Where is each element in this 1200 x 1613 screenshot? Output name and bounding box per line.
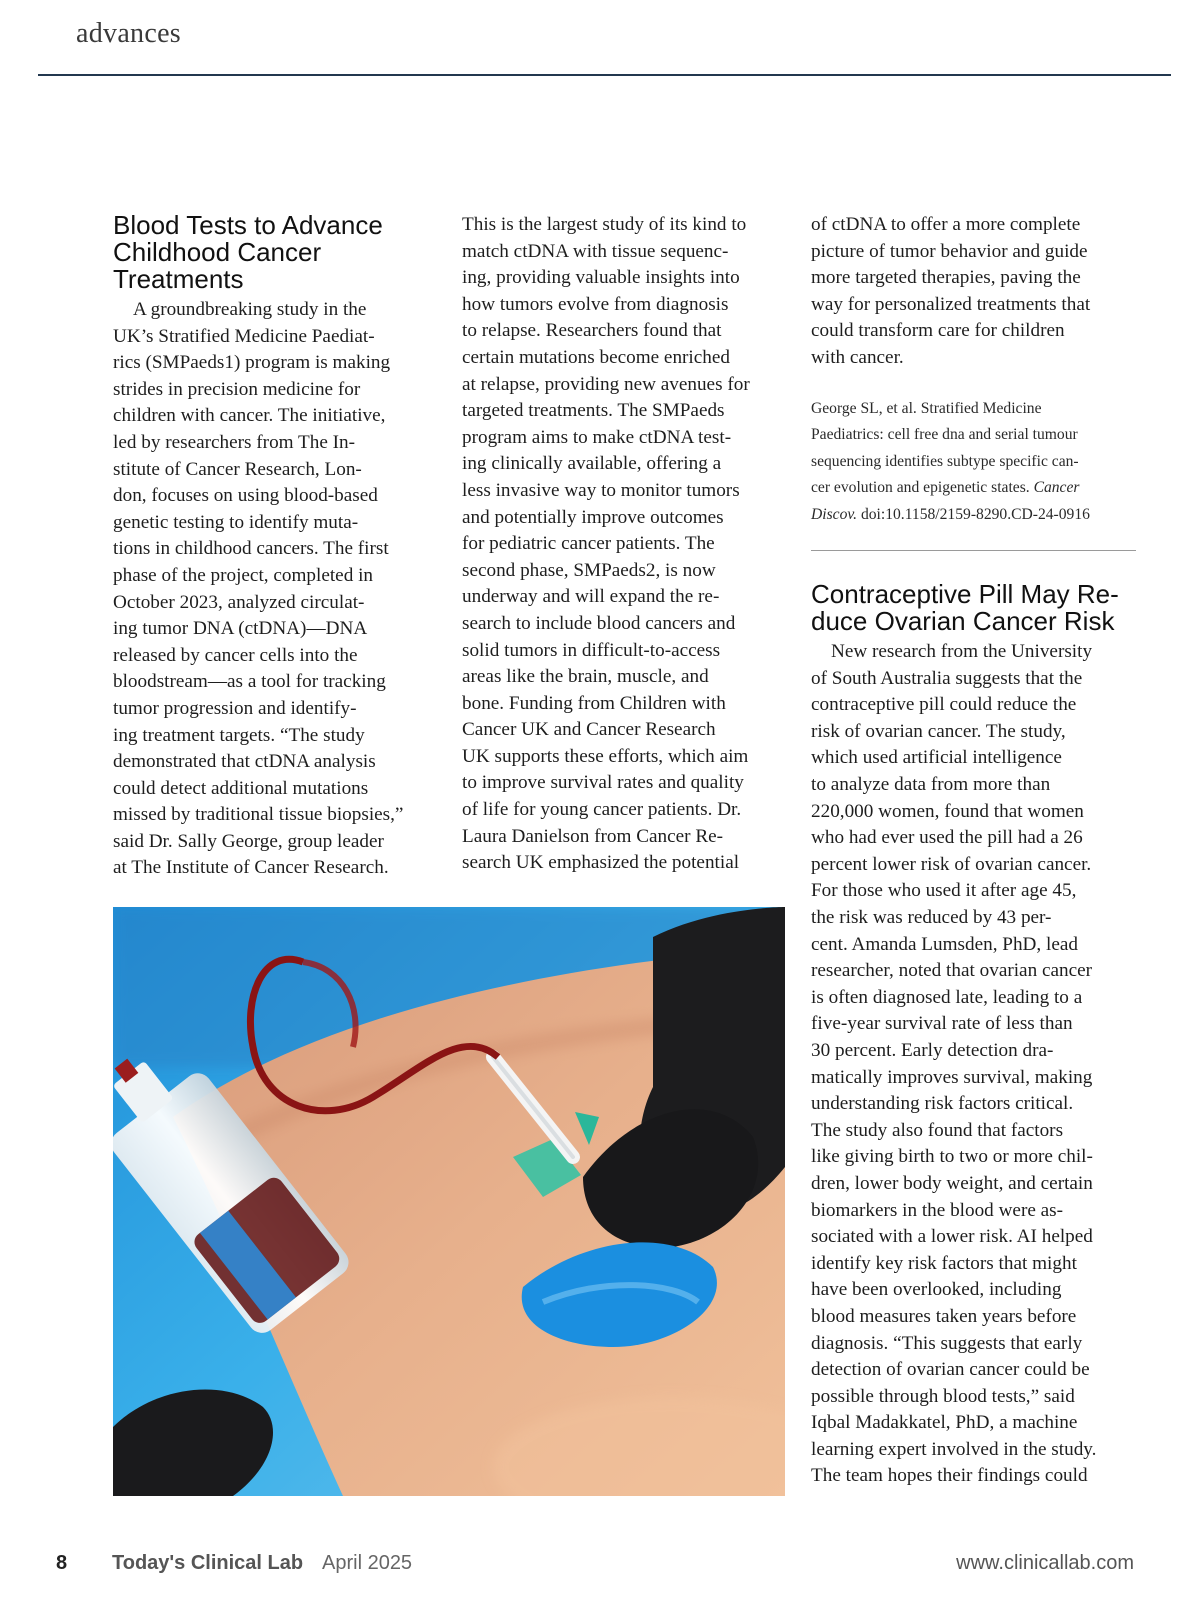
section-label: advances xyxy=(76,18,182,49)
column-3 xyxy=(811,212,1141,1490)
article2-body: New research from the University of South Australia suggests that the contraceptive pill could reduce the risk of ovarian cancer. The study, which used artificial intelligence to analyze data from more than 220,000 women, found that women who had ever used the pill had a 26 percent lower risk of ovarian cancer. For those who used it after age 45, the risk was reduced by 43 per- cent. Amanda Lumsden, PhD, lead researcher, noted that ovarian cancer is often diagnosed late, leading to a five-year survival rate of less than 30 percent. Early detection dra- matically improves survival, making understanding risk factors critical. The study also found that factors like giving birth to two or more chil- dren, lower body weight, and certain biomarkers in the blood were as- sociated with a lower risk. AI helped identify key risk factors that might have been overlooked, including blood measures taken years before diagnosis. “This suggests that early detection of ovarian cancer could be possible through blood tests,” said Iqbal Madakkatel, PhD, a machine learning expert involved in the study. The team hopes their findings could xyxy=(811,641,1097,1487)
citation-journal: Cancer Discov. xyxy=(811,479,1080,523)
article1-body-part2: This is the largest study of its kind to match ctDNA with tissue sequenc- ing, providing valuable insights into how tumors evolve from diagnosis to relapse. Researchers found that certain mutations become enriched at relapse, providing new avenues for targeted treatments. The SMPaeds program aims to make ctDNA test- ing clinically available, offering a less invasive way to monitor tumors and potentially improve outcomes for pediatric cancer patients. The second phase, SMPaeds2, is now underway and will expand the re- search to include blood cancers and solid tumors in difficult-to-access areas like the brain, muscle, and bone. Funding from Children with Cancer UK and Cancer Research UK supports these efforts, which aim to improve survival rates and quality of life for young cancer patients. Dr. Laura Danielson from Cancer Re- search UK emphasized the potential xyxy=(462,214,750,874)
article1-headline: Blood Tests to Advance Childhood Cancer Treatments xyxy=(113,210,383,294)
article2-headline: Contraceptive Pill May Re- duce Ovarian Cancer Risk xyxy=(811,579,1119,637)
article1-body-part1: A groundbreaking study in the UK’s Stratified Medicine Paediat- rics (SMPaeds1) program is making strides in precision medicine for children with cancer. The initiative, led by researchers from The In- stitute of Cancer Research, Lon- don, focuses on using blood-based genetic testing to identify muta- tions in childhood cancers. The first phase of the project, completed in October 2023, analyzed circulat- ing tumor DNA (ctDNA)—DNA released by cancer cells into the bloodstream—as a tool for tracking tumor progression and identify- ing treatment targets. “The study demonstrated that ctDNA analysis could detect additional mutations missed by traditional tissue biopsies,” said Dr. Sally George, group leader at The Institute of Cancer Research. xyxy=(113,299,404,879)
article1-column-2 xyxy=(462,212,792,877)
magazine-name: Today's Clinical Lab xyxy=(112,1552,304,1574)
page-footer xyxy=(0,1552,1200,1582)
article1-body-part3: of ctDNA to offer a more complete picture of tumor behavior and guide more targeted therapies, paving the way for personalized treatments that could transform care for children with cancer. xyxy=(811,214,1091,368)
article1-column-1 xyxy=(113,212,443,882)
website-url[interactable]: www.clinicallab.com xyxy=(956,1552,1134,1574)
header-rule xyxy=(38,74,1171,76)
citation-doi: doi:10.1158/2159-8290.CD-24-0916 xyxy=(857,505,1090,523)
article1-citation xyxy=(811,396,1141,529)
issue-date: April 2025 xyxy=(322,1552,413,1574)
blood-draw-photo xyxy=(113,907,785,1496)
article-divider xyxy=(811,550,1136,551)
page-number: 8 xyxy=(56,1552,68,1574)
citation-text: George SL, et al. Stratified Medicine Paediatrics: cell free dna and serial tumour sequencing identifies subtype specific can- cer evolution and epigenetic states. xyxy=(811,399,1079,497)
